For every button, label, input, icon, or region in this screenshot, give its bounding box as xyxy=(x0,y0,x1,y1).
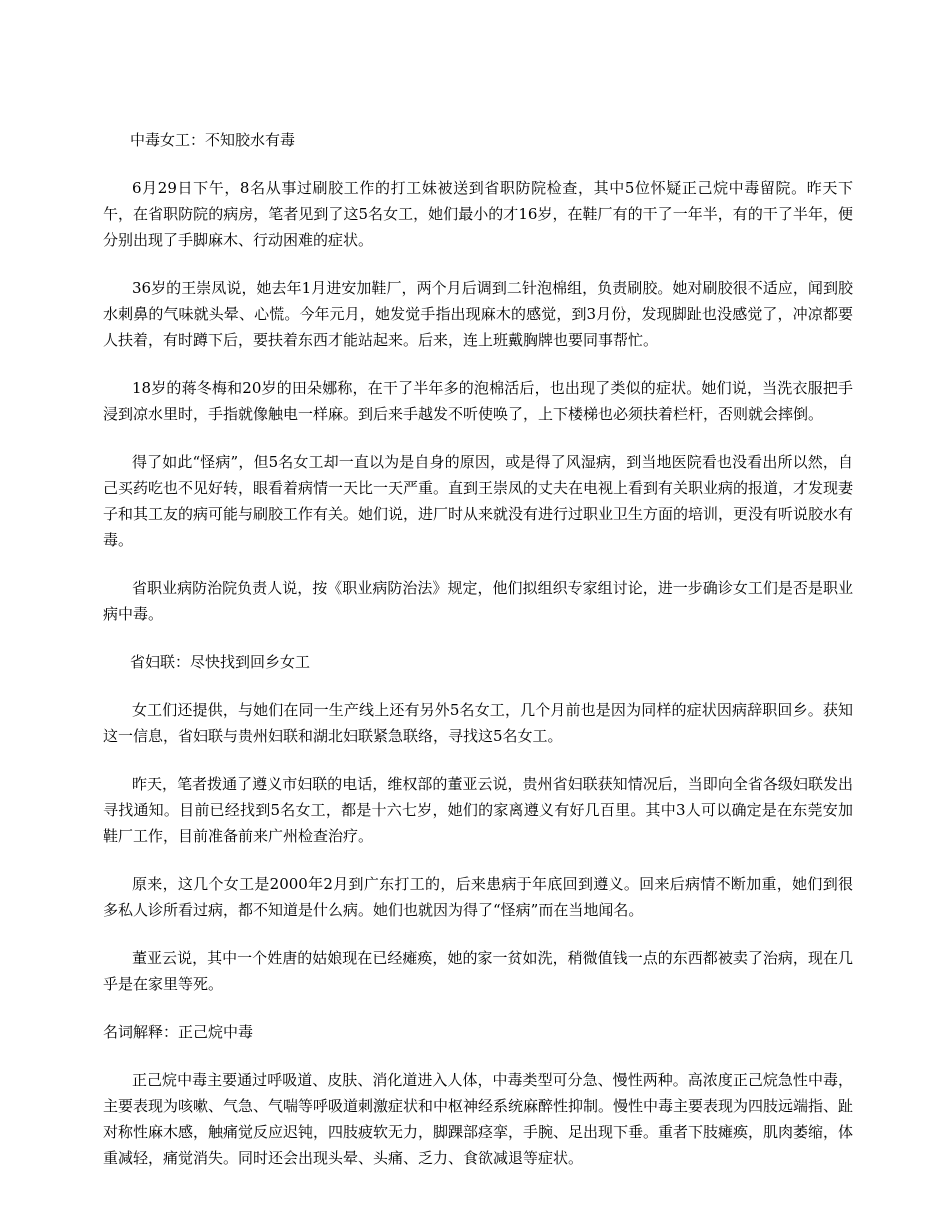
section-heading-term-explanation: 名词解释：正己烷中毒 xyxy=(103,1023,254,1041)
paragraph-4: 得了如此“怪病”，但5名女工却一直以为是自身的原因，或是得了风湿病，到当地医院看也没看出所以然，自己买药吃也不见好转，眼看着病情一天比一天严重。直到王崇凤的丈夫在电视上看到有关职业病的报道，才发现妻子和其工友的病可能与刷胶工作有关。她们说，进厂时从来就没有进行过职业卫生方面的培训，更没有听说胶水有毒。 xyxy=(103,453,854,549)
paragraph-1: 6月29日下午，8名从事过刷胶工作的打工妹被送到省职防院检查，其中5位怀疑正己烷中毒留院。昨天下午，在省职防院的病房，笔者见到了这5名女工，她们最小的才16岁，在鞋厂有的干了一年半，有的干了半年，便分别出现了手脚麻木、行动困难的症状。 xyxy=(103,179,853,249)
paragraph-9: 董亚云说，其中一个姓唐的姑娘现在已经瘫痪，她的家一贫如洗，稍微值钱一点的东西都被卖了治病，现在几乎是在家里等死。 xyxy=(103,949,853,993)
paragraph-3: 18岁的蒋冬梅和20岁的田朵娜称，在干了半年多的泡棉活后，也出现了类似的症状。她们说，当洗衣服把手浸到凉水里时，手指就像触电一样麻。到后来手越发不听使唤了，上下楼梯也必须扶着栏杆，否则就会摔倒。 xyxy=(103,379,853,423)
paragraph-10: 正己烷中毒主要通过呼吸道、皮肤、消化道进入人体，中毒类型可分急、慢性两种。高浓度正己烷急性中毒，主要表现为咳嗽、气急、气喘等呼吸道刺激症状和中枢神经系统麻醉性抑制。慢性中毒主要表现为四肢远端指、趾对称性麻木感，触痛觉反应迟钝，四肢疲软无力，脚踝部痉挛，手腕、足出现下垂。重者下肢瘫痪，肌肉萎缩，体重减轻，痛觉消失。同时还会出现头晕、头痛、乏力、食欲减退等症状。 xyxy=(103,1071,854,1167)
section-heading-womens-federation: 省妇联：尽快找到回乡女工 xyxy=(130,653,311,671)
paragraph-5: 省职业病防治院负责人说，按《职业病防治法》规定，他们拟组织专家组讨论，进一步确诊女工们是否是职业病中毒。 xyxy=(103,579,853,623)
paragraph-6: 女工们还提供，与她们在同一生产线上还有另外5名女工，几个月前也是因为同样的症状因病辞职回乡。获知这一信息，省妇联与贵州妇联和湖北妇联紧急联络，寻找这5名女工。 xyxy=(103,701,853,745)
paragraph-7: 昨天，笔者拨通了遵义市妇联的电话，维权部的董亚云说，贵州省妇联获知情况后，当即向全省各级妇联发出寻找通知。目前已经找到5名女工，都是十六七岁，她们的家离遵义有好几百里。其中3人可以确定是在东莞安加鞋厂工作，目前准备前来广州检查治疗。 xyxy=(103,775,853,845)
document-body xyxy=(103,127,853,1171)
paragraph-2: 36岁的王崇凤说，她去年1月进安加鞋厂，两个月后调到二针泡棉组，负责刷胶。她对刷胶很不适应，闻到胶水刺鼻的气味就头晕、心慌。今年元月，她发觉手指出现麻木的感觉，到3月份，发现脚趾也没感觉了，冲凉都要人扶着，有时蹲下后，要扶着东西才能站起来。后来，连上班戴胸牌也要同事帮忙。 xyxy=(103,279,853,349)
section-heading-poisoned-workers: 中毒女工：不知胶水有毒 xyxy=(130,131,296,149)
paragraph-8: 原来，这几个女工是2000年2月到广东打工的，后来患病于年底回到遵义。回来后病情不断加重，她们到很多私人诊所看过病，都不知道是什么病。她们也就因为得了“怪病”而在当地闻名。 xyxy=(103,875,853,919)
